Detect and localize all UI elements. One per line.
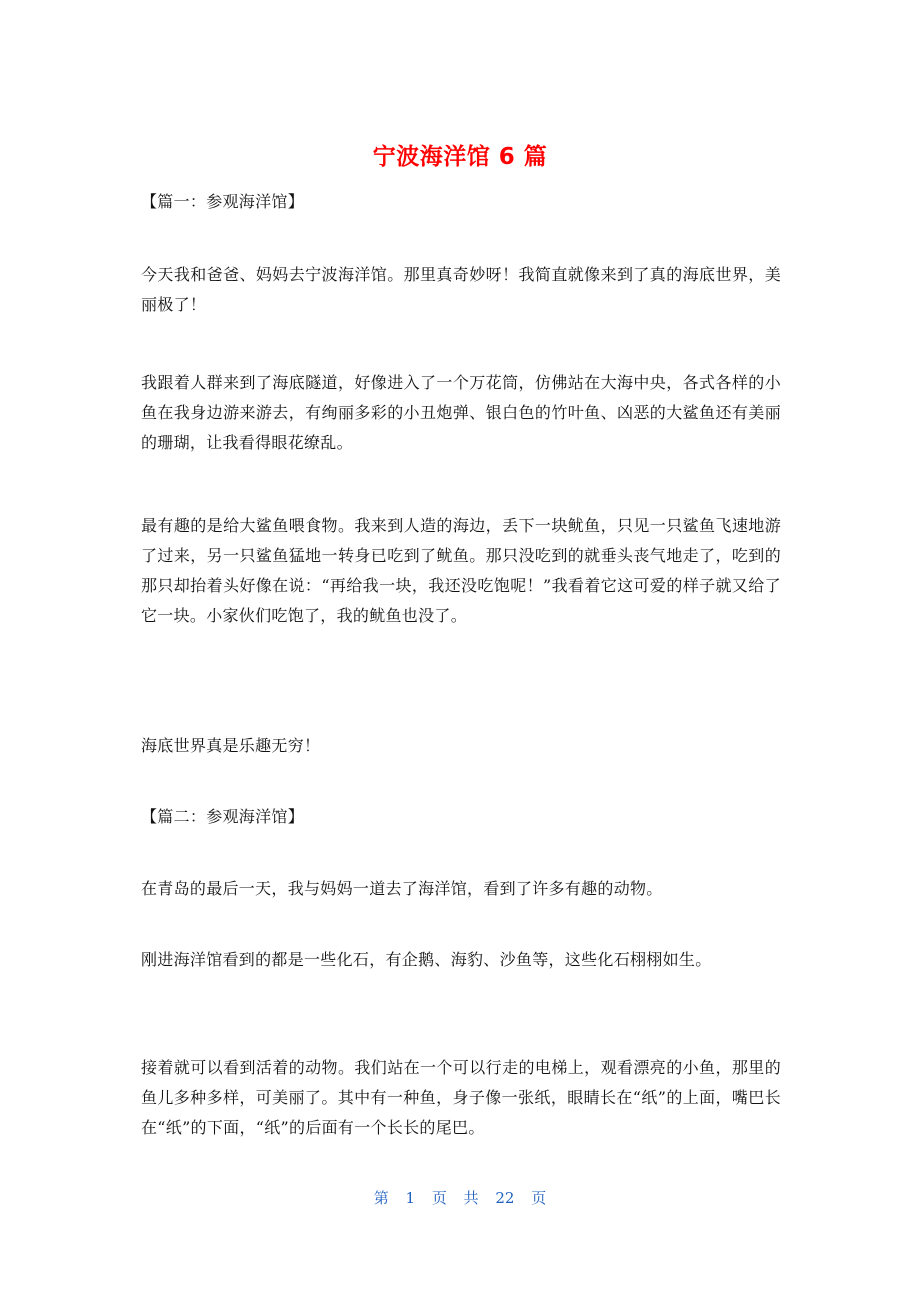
paragraph-4: 最有趣的是给大鲨鱼喂食物。我来到人造的海边，丢下一块鱿鱼，只见一只鲨鱼飞速地游了过来，另一只鲨鱼猛地一转身已吃到了鱿鱼。那只没吃到的就垂头丧气地走了，吃到的那只却抬着头好像在说：“再给我一块，我还没吃饱呢！”我看着它这可爱的样子就又给了它一块。小家伙们吃饱了，我的鱿鱼也没了。: [141, 516, 781, 625]
page-footer: 第 1 页 共 22 页: [373, 1189, 547, 1207]
paragraph-6: 【篇二：参观海洋馆】: [141, 807, 305, 826]
paragraph-2: 今天我和爸爸、妈妈去宁波海洋馆。那里真奇妙呀！我简直就像来到了真的海底世界，美丽极了！: [141, 265, 781, 314]
paragraph-8: 刚进海洋馆看到的都是一些化石，有企鹅、海豹、沙鱼等，这些化石栩栩如生。: [141, 950, 712, 969]
paragraph-3: 我跟着人群来到了海底隧道，好像进入了一个万花筒，仿佛站在大海中央，各式各样的小鱼在我身边游来游去，有绚丽多彩的小丑炮弹、银白色的竹叶鱼、凶恶的大鲨鱼还有美丽的珊瑚，让我看得眼花缭乱。: [141, 373, 781, 452]
paragraph-7: 在青岛的最后一天，我与妈妈一道去了海洋馆，看到了许多有趣的动物。: [141, 879, 663, 898]
paragraph-5: 海底世界真是乐趣无穷！: [141, 736, 321, 755]
paragraph-1: 【篇一：参观海洋馆】: [141, 192, 305, 211]
document-title: 宁波海洋馆 6 篇: [372, 144, 548, 170]
paragraph-9: 接着就可以看到活着的动物。我们站在一个可以行走的电梯上，观看漂亮的小鱼，那里的鱼儿多种多样，可美丽了。其中有一种鱼，身子像一张纸，眼睛长在“纸”的上面，嘴巴长在“纸”的下面，“纸”的后面有一个长长的尾巴。: [141, 1058, 781, 1137]
